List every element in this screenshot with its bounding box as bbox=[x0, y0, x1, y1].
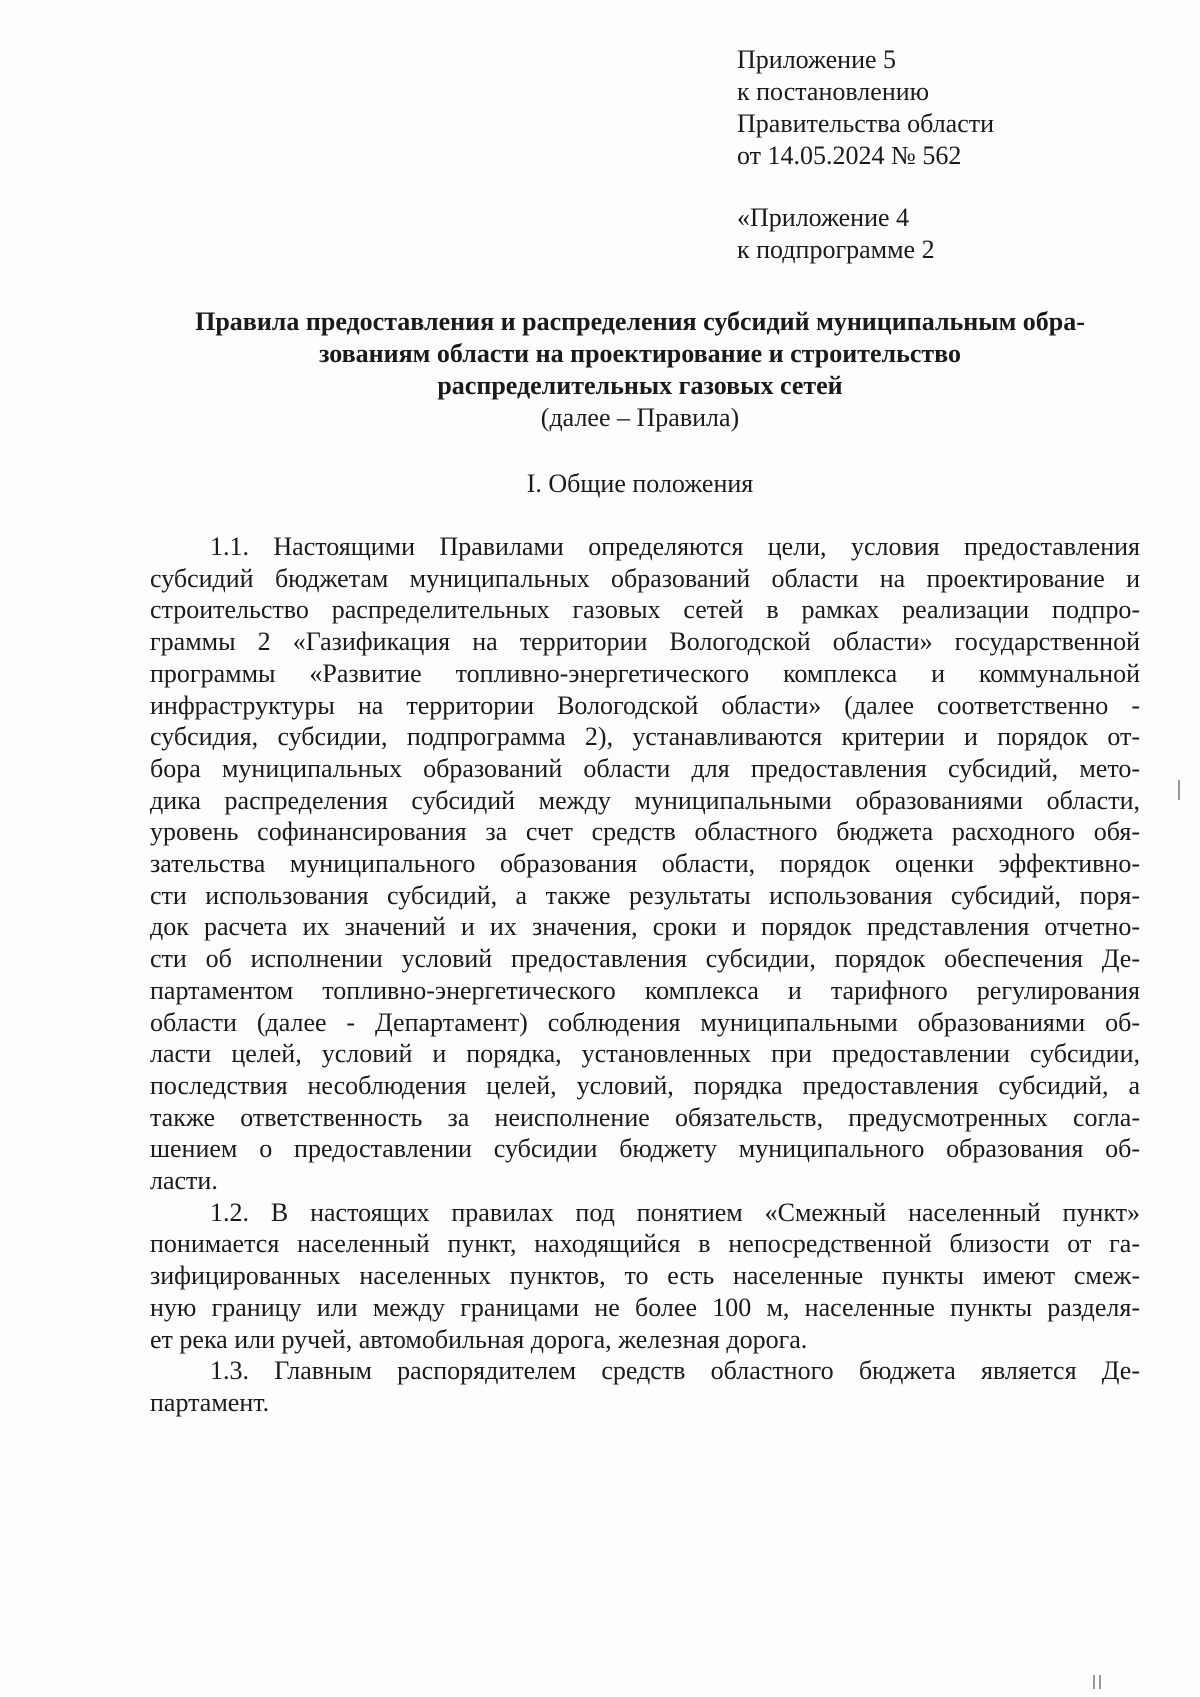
text-line: ную границу или между границами не более 100 м, населенные пункты разделя- bbox=[150, 1292, 1140, 1322]
text-line: 1.1. Настоящими Правилами определяются цели, условия предоставления bbox=[210, 532, 1140, 561]
paragraph-1-2 bbox=[150, 1197, 1140, 1356]
text-line: также ответственность за неисполнение обязательств, предусмотренных согла- bbox=[150, 1102, 1140, 1132]
text-line: шением о предоставлении субсидии бюджету муниципального образования об- bbox=[150, 1134, 1140, 1164]
scan-speck bbox=[1093, 1675, 1095, 1689]
text-line: дика распределения субсидий между муниципальными образованиями области, bbox=[150, 785, 1140, 815]
text-line: док расчета их значений и их значения, сроки и порядок представления отчетно- bbox=[150, 912, 1140, 942]
text-line: ет река или ручей, автомобильная дорога, железная дорога. bbox=[150, 1324, 808, 1354]
header-spacer bbox=[737, 172, 994, 202]
scan-speck bbox=[1178, 780, 1180, 800]
text-line: зательства муниципального образования области, порядок оценки эффективно- bbox=[150, 849, 1140, 879]
text-line: последствия несоблюдения целей, условий, порядка предоставления субсидий, а bbox=[150, 1070, 1140, 1100]
appendix-date-line: от 14.05.2024 № 562 bbox=[737, 141, 962, 170]
text-line: 1.3. Главным распорядителем средств областного бюджета является Де- bbox=[210, 1356, 1140, 1386]
text-line: программы «Развитие топливно-энергетического комплекса и коммунальной bbox=[150, 658, 1140, 688]
scan-speck bbox=[1099, 1675, 1101, 1689]
text-line: партамент. bbox=[150, 1387, 270, 1417]
title-line: Правила предоставления и распределения субсидий муниципальным обра- bbox=[195, 307, 1085, 336]
title-line: распределительных газовых сетей bbox=[437, 371, 843, 400]
appendix-line: к постановлению bbox=[737, 77, 930, 106]
text-line: 1.2. В настоящих правилах под понятием «Смежный населенный пункт» bbox=[210, 1197, 1140, 1227]
text-line: области (далее - Департамент) соблюдения муниципальными образованиями об- bbox=[150, 1007, 1140, 1037]
title-subtitle: (далее – Правила) bbox=[540, 403, 740, 432]
text-line: строительство распределительных газовых сетей в рамках реализации подпро- bbox=[150, 595, 1140, 625]
text-line: бора муниципальных образований области для предоставления субсидий, мето- bbox=[150, 753, 1140, 783]
document-title bbox=[140, 306, 1140, 434]
quoted-appendix-line: «Приложение 4 bbox=[737, 203, 910, 232]
appendix-line: Приложение 5 bbox=[737, 45, 897, 74]
quoted-appendix-line: к подпрограмме 2 bbox=[737, 235, 935, 264]
text-line: сти об исполнении условий предоставления субсидии, порядок обеспечения Де- bbox=[150, 944, 1140, 974]
text-line: партаментом топливно-энергетического комплекса и тарифного регулирования bbox=[150, 975, 1140, 1005]
paragraph-1-3 bbox=[150, 1355, 1140, 1418]
section-heading: I. Общие положения bbox=[526, 469, 754, 498]
text-line: ласти. bbox=[150, 1166, 218, 1196]
text-line: инфраструктуры на территории Вологодской области» (далее соответственно - bbox=[150, 690, 1140, 720]
text-line: зифицированных населенных пунктов, то есть населенные пункты имеют смеж- bbox=[150, 1261, 1140, 1291]
text-line: ласти целей, условий и порядка, установленных при предоставлении субсидии, bbox=[150, 1039, 1140, 1069]
text-line: понимается населенный пункт, находящийся в непосредственной близости от га- bbox=[150, 1229, 1140, 1259]
text-line: уровень софинансирования за счет средств областного бюджета расходного обя- bbox=[150, 817, 1140, 847]
document-body bbox=[150, 531, 1140, 1419]
text-line: граммы 2 «Газификация на территории Вологодской области» государственной bbox=[150, 627, 1140, 657]
title-line: зованиям области на проектирование и строительство bbox=[318, 339, 962, 368]
paragraph-1-1 bbox=[150, 531, 1140, 1197]
text-line: субсидия, субсидии, подпрограмма 2), устанавливаются критерии и порядок от- bbox=[150, 722, 1140, 752]
text-line: субсидий бюджетам муниципальных образований области на проектирование и bbox=[150, 563, 1140, 593]
appendix-line: Правительства области bbox=[737, 109, 995, 138]
appendix-header bbox=[737, 44, 994, 266]
text-line: сти использования субсидий, а также результаты использования субсидий, поря- bbox=[150, 880, 1140, 910]
